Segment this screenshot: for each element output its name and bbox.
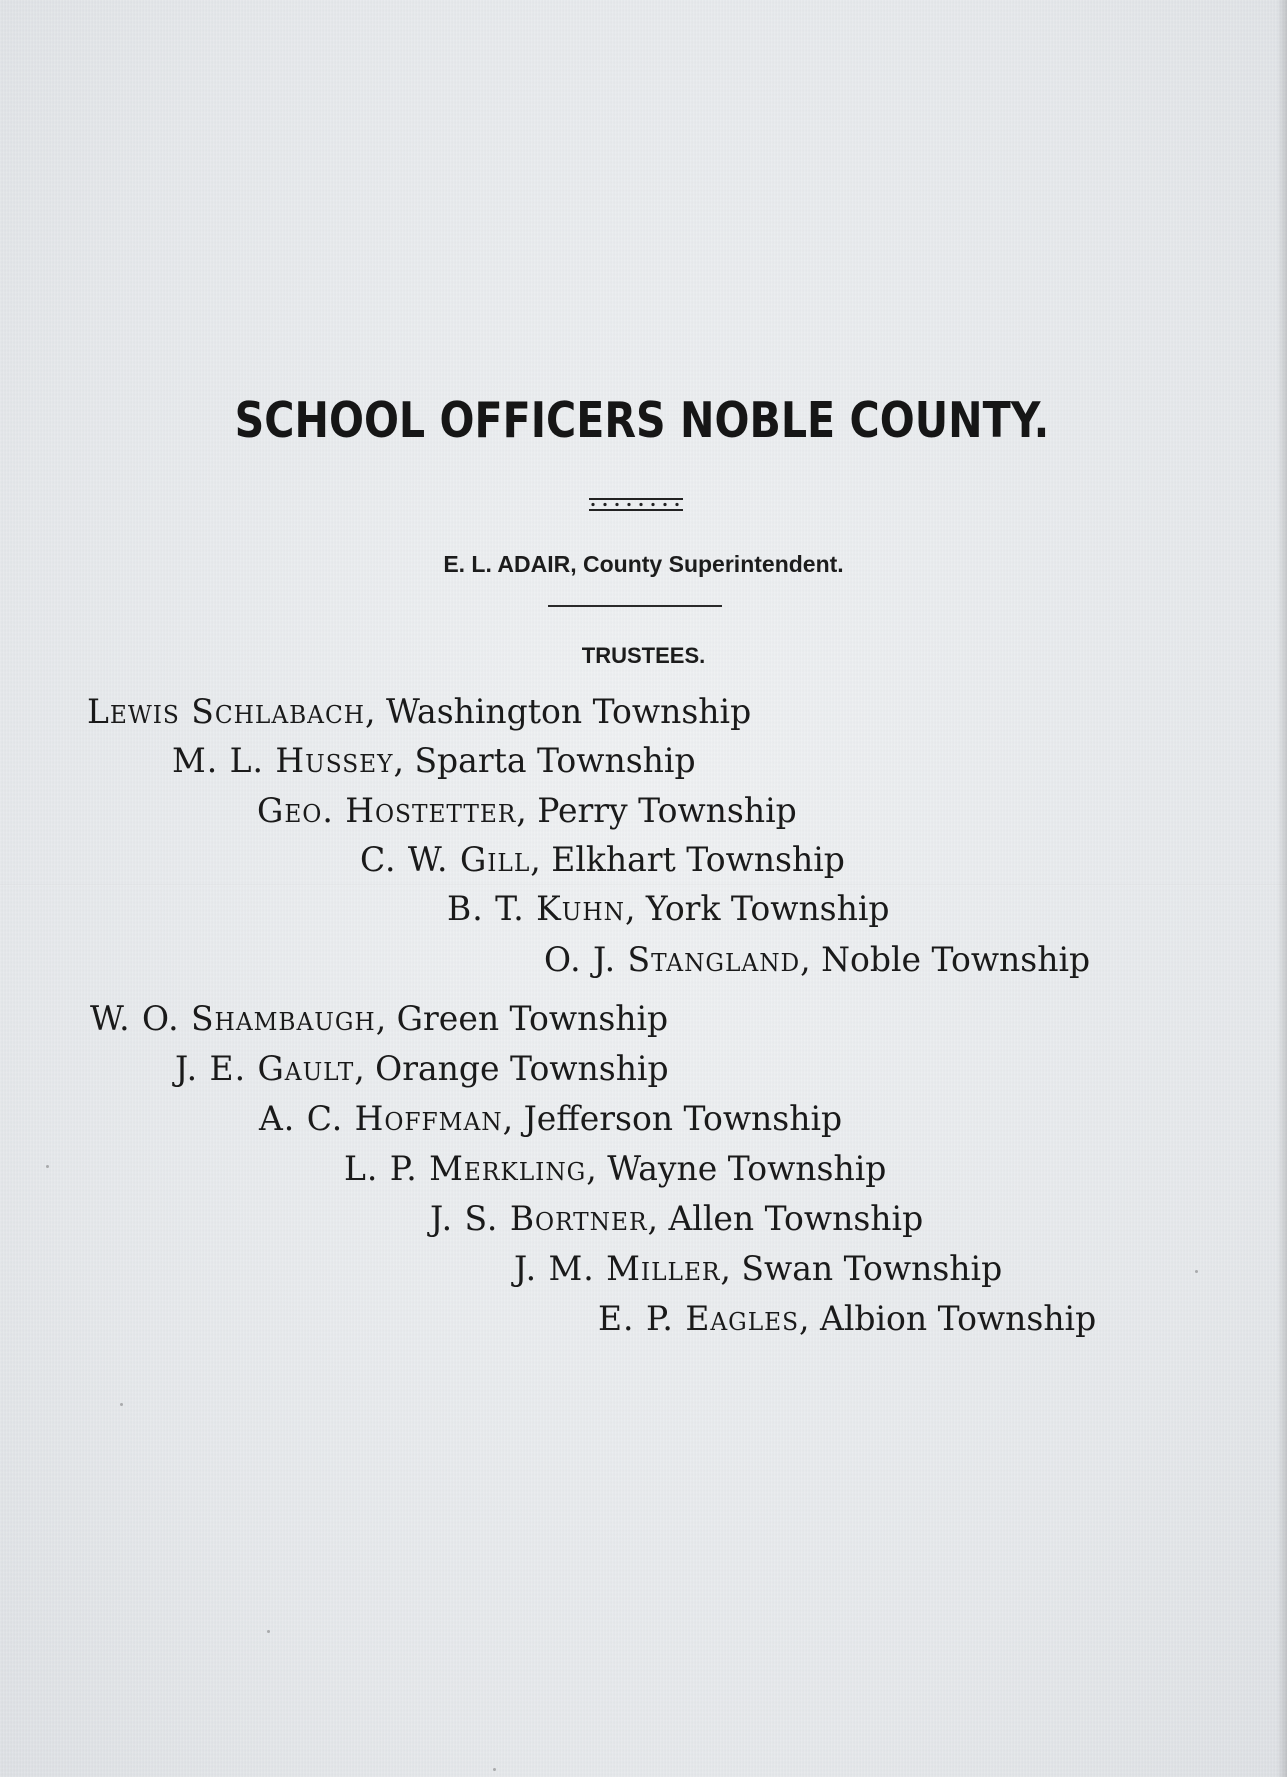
trustee-entry: C. W. Gill, Elkhart Township [360,840,845,880]
trustee-township: Orange Township [375,1049,669,1089]
page-title: SCHOOL OFFICERS NOBLE COUNTY. [234,392,1050,449]
trustee-name: Geo. Hostetter [257,791,517,831]
trustees-heading: TRUSTEES. [581,643,706,668]
trustee-entry: O. J. Stangland, Noble Township [544,940,1091,980]
trustee-township: Swan Township [741,1249,1003,1289]
trustee-township: Allen Township [668,1199,924,1239]
trustee-township: York Township [645,889,890,929]
trustee-entry: A. C. Hoffman, Jefferson Township [259,1099,843,1139]
paper-speck [493,1768,496,1771]
dotted-ornament [589,498,683,512]
paper-fold [0,884,1287,886]
trustee-entry: L. P. Merkling, Wayne Township [344,1149,887,1189]
trustee-name: A. C. Hoffman [259,1099,503,1139]
trustee-name: J. S. Bortner [430,1199,648,1239]
paper-speck [1195,1270,1198,1273]
trustee-name: O. J. Stangland [544,940,801,980]
superintendent-line: E. L. ADAIR, County Superintendent. [443,551,844,577]
trustee-name: C. W. Gill [360,840,531,880]
trustee-township: Noble Township [821,940,1091,980]
trustee-name: L. P. Merkling [344,1149,587,1189]
trustee-name: J. M. Miller [514,1249,721,1289]
trustee-township: Wayne Township [607,1149,887,1189]
trustee-township: Jefferson Township [523,1099,843,1139]
trustee-township: Sparta Township [414,741,696,781]
trustee-entry: B. T. Kuhn, York Township [447,889,890,929]
trustee-entry: J. S. Bortner, Allen Township [430,1199,924,1239]
trustee-entry: W. O. Shambaugh, Green Township [90,999,669,1039]
trustee-township: Green Township [396,999,669,1039]
trustee-name: E. P. Eagles [598,1299,800,1339]
trustee-township: Elkhart Township [551,840,845,880]
divider-rule [548,605,722,607]
trustee-name: W. O. Shambaugh [90,999,376,1039]
trustee-entry: Geo. Hostetter, Perry Township [257,791,797,831]
trustee-entry: Lewis Schlabach, Washington Township [87,692,752,732]
paper-speck [267,1630,270,1633]
trustee-entry: J. E. Gault, Orange Township [175,1049,669,1089]
trustee-township: Perry Township [537,791,797,831]
trustee-name: J. E. Gault [175,1049,355,1089]
trustee-entry: J. M. Miller, Swan Township [514,1249,1003,1289]
paper-edge [1277,0,1287,1777]
trustee-township: Albion Township [820,1299,1097,1339]
trustee-name: B. T. Kuhn [447,889,625,929]
trustee-name: M. L. Hussey [172,741,394,781]
trustee-entry: M. L. Hussey, Sparta Township [172,741,696,781]
paper-speck [120,1403,123,1406]
trustee-entry: E. P. Eagles, Albion Township [598,1299,1097,1339]
trustee-township: Washington Township [386,692,752,732]
trustee-name: Lewis Schlabach [87,692,366,732]
paper-speck [46,1165,49,1168]
